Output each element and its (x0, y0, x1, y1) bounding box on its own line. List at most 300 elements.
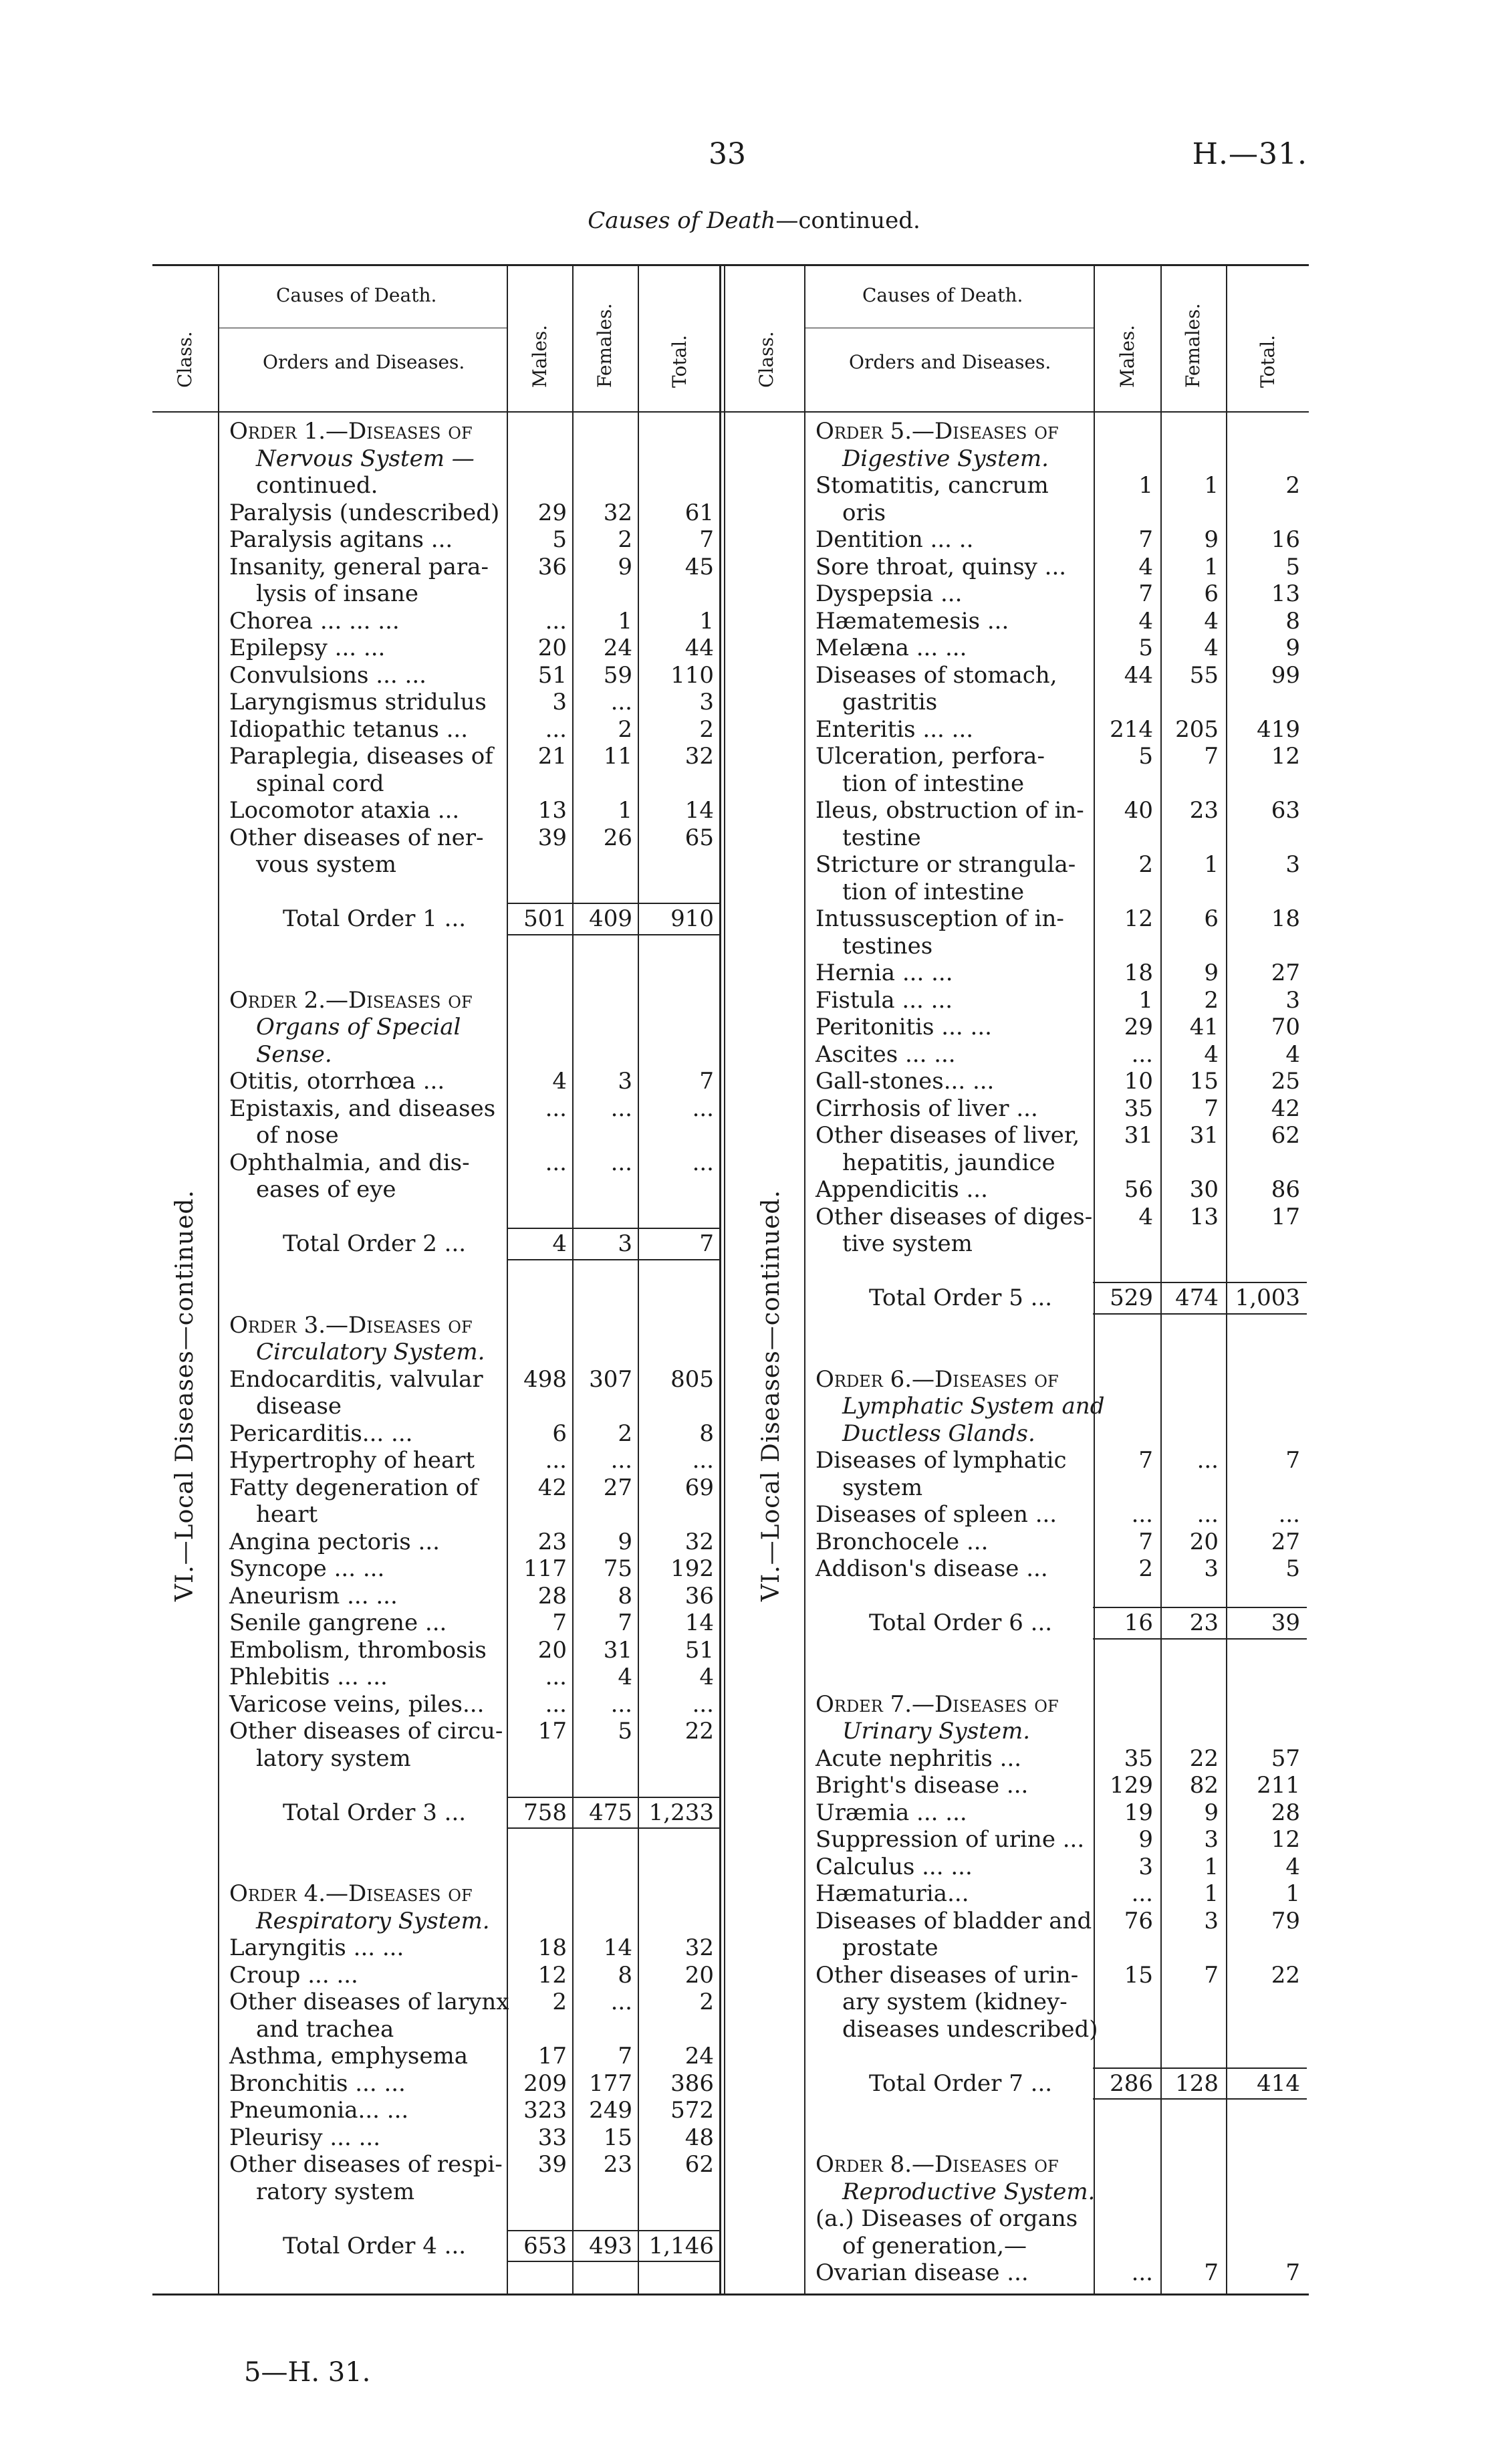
disease-name: Other diseases of circu- (229, 1718, 503, 1745)
total-value: 1 (1285, 1880, 1300, 1907)
males-value: 4 (1138, 607, 1153, 635)
total-value: 14 (684, 797, 714, 824)
table-row (739, 1447, 1307, 1474)
total-value: 51 (684, 1636, 714, 1664)
females-value: 474 (1175, 1284, 1219, 1311)
table-row (152, 879, 721, 905)
females-value: 3 (618, 1230, 632, 1257)
total-rule (1093, 2067, 1307, 2069)
disease-name: Epistaxis, and diseases (229, 1095, 496, 1122)
females-value: 23 (1189, 1609, 1219, 1636)
males-value: 28 (537, 1582, 567, 1609)
disease-name: Chorea ... ... ... (229, 607, 400, 635)
males-value: 13 (537, 797, 567, 824)
disease-name: Syncope ... ... (229, 1555, 385, 1582)
total-value: 24 (684, 2043, 714, 2069)
total-value: 20 (684, 1961, 714, 1989)
disease-name: Sense. (256, 1040, 332, 1068)
table-row (739, 635, 1307, 661)
table-row (152, 933, 721, 960)
disease-name: Hypertrophy of heart (229, 1447, 475, 1474)
disease-name: disease (256, 1393, 342, 1420)
males-value: ... (545, 1690, 567, 1718)
females-value: 9 (1204, 960, 1219, 986)
disease-name: Organs of Special (256, 1014, 461, 1040)
table-row (739, 1529, 1307, 1555)
males-value: 7 (1138, 580, 1153, 607)
disease-name: tive system (842, 1230, 973, 1257)
males-value: 31 (1124, 1122, 1153, 1149)
table-row (739, 797, 1307, 824)
table-row (152, 1176, 721, 1203)
disease-name: testine (842, 824, 921, 851)
table-row (739, 1934, 1307, 1961)
females-value: 2 (618, 715, 632, 743)
males-value: 5 (552, 526, 567, 553)
disease-name: Dyspepsia ... (815, 580, 963, 607)
males-value: ... (545, 1149, 567, 1176)
table-row (152, 1718, 721, 1745)
total-value: 5 (1285, 1555, 1300, 1582)
females-value: 8 (618, 1582, 632, 1609)
females-value: 26 (603, 824, 632, 851)
females-value: 1 (1204, 1853, 1219, 1880)
disease-name: Varicose veins, piles... (229, 1690, 485, 1718)
disease-name: Intussusception of in- (815, 905, 1064, 932)
males-value: 23 (537, 1528, 567, 1555)
total-value: 7 (1285, 1447, 1300, 1474)
disease-name: Paralysis agitans ... (229, 526, 453, 553)
males-value: ... (1131, 1880, 1153, 1907)
total-value: 211 (1257, 1772, 1300, 1799)
table-row (739, 1637, 1307, 1664)
disease-name: Order 7.—Diseases of (815, 1690, 1059, 1718)
table-row (152, 1664, 721, 1690)
table-row (739, 716, 1307, 743)
disease-name: Hæmatemesis ... (815, 607, 1009, 635)
disease-name: Diseases of stomach, (815, 661, 1057, 689)
total-value: 16 (1271, 526, 1300, 553)
causes-header-right: Causes of Death. (862, 284, 1023, 306)
total-value: 910 (670, 905, 714, 932)
total-rule (507, 1228, 721, 1229)
table-row (152, 1637, 721, 1664)
order-heading-row (152, 1014, 721, 1040)
table-row (152, 1068, 721, 1095)
females-value: 31 (603, 1636, 632, 1664)
total-value: 32 (684, 1528, 714, 1555)
total-value: 7 (1285, 2259, 1300, 2286)
disease-name: Total Order 2 ... (283, 1230, 467, 1257)
females-value: 4 (618, 1664, 632, 1690)
disease-name: diseases undescribed) (842, 2015, 1098, 2043)
page-number: 33 (709, 137, 746, 171)
females-value: 128 (1175, 2069, 1219, 2097)
females-value: ... (610, 1447, 632, 1474)
total-value: 8 (1285, 607, 1300, 635)
disease-name: Addison's disease ... (815, 1555, 1048, 1582)
males-value: 40 (1124, 797, 1153, 824)
total-value: 17 (1271, 1203, 1300, 1230)
table-row (152, 1962, 721, 1989)
disease-name: Insanity, general para- (229, 553, 489, 580)
total-value: 2 (699, 1989, 714, 2015)
disease-name: Epilepsy ... ... (229, 635, 386, 661)
males-value: 44 (1124, 661, 1153, 689)
total-value: 4 (699, 1664, 714, 1690)
page-subtitle (0, 207, 1508, 234)
males-value: 12 (1124, 905, 1153, 932)
class-label-right: VI.—Local Diseases—continued. (757, 1190, 785, 1601)
total-rule (507, 2261, 721, 2262)
total-value: 3 (1285, 851, 1300, 878)
disease-name: Stomatitis, cancrum (815, 472, 1049, 499)
disease-name: Order 1.—Diseases of (229, 418, 473, 445)
disease-name: Other diseases of urin- (815, 1961, 1079, 1989)
table-row (152, 1772, 721, 1799)
males-value: 7 (1138, 1528, 1153, 1555)
table-row (739, 1041, 1307, 1068)
females-value: 20 (1189, 1528, 1219, 1555)
males-value: 498 (523, 1365, 567, 1393)
females-value: 4 (1204, 607, 1219, 635)
total-row (739, 1284, 1307, 1311)
disease-name: Croup ... ... (229, 1961, 358, 1989)
table-row (152, 1745, 721, 1772)
table-row (152, 716, 721, 743)
total-value: 7 (699, 526, 714, 553)
table-row (152, 1447, 721, 1474)
females-value: 475 (589, 1799, 632, 1826)
table-row (152, 797, 721, 824)
total-value: 45 (684, 553, 714, 580)
total-value: 805 (670, 1365, 714, 1393)
males-value: 18 (537, 1934, 567, 1961)
males-value: 4 (552, 1230, 567, 1257)
females-value: 23 (603, 2151, 632, 2178)
order-heading-row (152, 1908, 721, 1934)
table-row (152, 2070, 721, 2097)
table-row (152, 1474, 721, 1501)
table-row (739, 499, 1307, 526)
table-row (152, 608, 721, 635)
total-value: 28 (1271, 1799, 1300, 1826)
disease-name: Peritonitis ... ... (815, 1014, 992, 1040)
males-value: ... (545, 1095, 567, 1122)
disease-name: Ovarian disease ... (815, 2259, 1029, 2286)
males-value: 4 (552, 1068, 567, 1095)
total-value: 3 (699, 689, 714, 715)
disease-name: Uræmia ... ... (815, 1799, 967, 1826)
total-value: 27 (1271, 1528, 1300, 1555)
disease-name: Order 6.—Diseases of (815, 1365, 1059, 1393)
females-value: 22 (1189, 1745, 1219, 1772)
disease-name: Respiratory System. (256, 1907, 490, 1934)
table-row (739, 1149, 1307, 1176)
females-value: 13 (1189, 1203, 1219, 1230)
total-value: 4 (1285, 1853, 1300, 1880)
males-header-left: Males. (529, 324, 551, 388)
disease-name: Gall-stones... ... (815, 1068, 995, 1095)
table-row (739, 1474, 1307, 1501)
females-value: 1 (618, 607, 632, 635)
females-value: 3 (1204, 1555, 1219, 1582)
males-value: ... (545, 715, 567, 743)
table-row (152, 689, 721, 715)
table-top-rule (152, 264, 1309, 266)
females-value: ... (1197, 1447, 1219, 1474)
disease-name: Reproductive System. (842, 2178, 1096, 2205)
total-value: 9 (1285, 635, 1300, 661)
females-value: 7 (1204, 743, 1219, 770)
females-value: 205 (1175, 715, 1219, 743)
disease-name: continued. (256, 472, 378, 499)
total-value: ... (692, 1149, 714, 1176)
table-row (739, 1014, 1307, 1040)
order-heading-row (739, 1691, 1307, 1718)
disease-name: Other diseases of ner- (229, 824, 484, 851)
males-value: 19 (1124, 1799, 1153, 1826)
total-value: 25 (1271, 1068, 1300, 1095)
disease-name: Total Order 3 ... (283, 1799, 467, 1826)
males-value: 20 (537, 635, 567, 661)
table-row (152, 1122, 721, 1149)
table-row (152, 1501, 721, 1528)
females-header-left: Females. (594, 303, 616, 388)
col-rule (724, 264, 725, 2293)
females-value: 41 (1189, 1014, 1219, 1040)
disease-name: Appendicitis ... (815, 1176, 988, 1203)
disease-name: Other diseases of liver, (815, 1122, 1080, 1149)
males-value: 323 (523, 2097, 567, 2124)
total-value: 8 (699, 1420, 714, 1447)
table-row (739, 1095, 1307, 1122)
males-value: 653 (523, 2232, 567, 2259)
order-heading-row (739, 1718, 1307, 1745)
disease-name: Hæmaturia... (815, 1880, 969, 1907)
disease-name: Ascites ... ... (815, 1040, 956, 1068)
total-value: 44 (684, 635, 714, 661)
table-row (739, 933, 1307, 960)
males-value: 29 (537, 499, 567, 526)
order-heading-row (152, 445, 721, 472)
table-row (739, 1230, 1307, 1257)
table-row (152, 472, 721, 499)
males-value: 35 (1124, 1745, 1153, 1772)
table-row (152, 1366, 721, 1393)
disease-name: Total Order 5 ... (869, 1284, 1053, 1311)
males-value: 29 (1124, 1014, 1153, 1040)
males-value: 39 (537, 824, 567, 851)
disease-name: Embolism, thrombosis (229, 1636, 487, 1664)
total-header-left: Total. (668, 334, 690, 388)
disease-name: Order 5.—Diseases of (815, 418, 1059, 445)
total-value: 32 (684, 1934, 714, 1961)
females-value: 1 (1204, 472, 1219, 499)
females-value: 2 (1204, 986, 1219, 1014)
disease-name: testines (842, 932, 933, 960)
disease-name: Angina pectoris ... (229, 1528, 440, 1555)
causes-of-death-table (152, 264, 1309, 2297)
disease-name: Laryngitis ... ... (229, 1934, 404, 1961)
table-row (739, 1122, 1307, 1149)
disease-name: Acute nephritis ... (815, 1745, 1022, 1772)
disease-name: Calculus ... ... (815, 1853, 973, 1880)
disease-name: Fistula ... ... (815, 986, 953, 1014)
disease-name: Melæna ... ... (815, 635, 967, 661)
disease-name: Stricture or strangula- (815, 851, 1076, 878)
disease-name: system (842, 1474, 923, 1501)
females-value: 27 (603, 1474, 632, 1501)
total-value: 36 (684, 1582, 714, 1609)
disease-name: of generation,— (842, 2232, 1027, 2259)
table-row (152, 1095, 721, 1122)
females-value: 15 (603, 2124, 632, 2151)
total-value: 70 (1271, 1014, 1300, 1040)
males-value: 7 (1138, 1447, 1153, 1474)
table-row (152, 960, 721, 986)
disease-name: Circulatory System. (256, 1339, 485, 1365)
total-value: 32 (684, 743, 714, 770)
table-row (152, 2124, 721, 2151)
males-value: 1 (1138, 472, 1153, 499)
males-value: 20 (537, 1636, 567, 1664)
total-value: 1,233 (648, 1799, 714, 1826)
disease-name: Other diseases of diges- (815, 1203, 1093, 1230)
males-value: 214 (1110, 715, 1153, 743)
females-header-right: Females. (1182, 303, 1204, 388)
disease-name: Senile gangrene ... (229, 1609, 447, 1636)
total-value: 12 (1271, 743, 1300, 770)
males-value: 7 (1138, 526, 1153, 553)
order-heading-row (739, 418, 1307, 445)
total-value: 65 (684, 824, 714, 851)
males-value: 10 (1124, 1068, 1153, 1095)
orders-header-right: Orders and Diseases. (849, 351, 1051, 373)
males-value: 758 (523, 1799, 567, 1826)
table-row (152, 2205, 721, 2232)
males-value: 129 (1110, 1772, 1153, 1799)
females-value: 4 (1204, 1040, 1219, 1068)
total-row (152, 905, 721, 932)
total-value: 63 (1271, 797, 1300, 824)
females-value: 14 (603, 1934, 632, 1961)
total-value: 22 (1271, 1961, 1300, 1989)
total-value: ... (1278, 1501, 1300, 1528)
table-row (739, 1501, 1307, 1528)
total-rule (507, 903, 721, 904)
females-value: ... (1197, 1501, 1219, 1528)
males-value: 12 (537, 1961, 567, 1989)
total-value: 110 (670, 661, 714, 689)
males-value: 209 (523, 2069, 567, 2097)
disease-name: Phlebitis ... ... (229, 1664, 388, 1690)
disease-name: eases of eye (256, 1176, 396, 1203)
table-row (739, 770, 1307, 797)
orders-header-left: Orders and Diseases. (263, 351, 465, 373)
females-value: 3 (1204, 1907, 1219, 1934)
total-value: 13 (1271, 580, 1300, 607)
class-header-right: Class. (755, 331, 777, 388)
females-value: 7 (618, 2043, 632, 2069)
females-value: 75 (603, 1555, 632, 1582)
table-row (739, 2205, 1307, 2232)
total-value: 99 (1271, 661, 1300, 689)
disease-name: Sore throat, quinsy ... (815, 553, 1067, 580)
table-row (739, 1880, 1307, 1907)
females-value: 1 (618, 797, 632, 824)
disease-name: Other diseases of respi- (229, 2151, 503, 2178)
total-value: 62 (684, 2151, 714, 2178)
total-value: 1 (699, 607, 714, 635)
order-heading-row (152, 1312, 721, 1339)
females-value: 3 (1204, 1826, 1219, 1853)
order-heading-row (739, 1366, 1307, 1393)
disease-name: Ductless Glands. (842, 1420, 1035, 1447)
order-heading-row (152, 987, 721, 1014)
table-row (152, 1529, 721, 1555)
table-row (152, 1284, 721, 1311)
header-bottom-rule (152, 411, 1309, 413)
total-rule (507, 2230, 721, 2231)
class-label-left: VI.—Local Diseases—continued. (171, 1190, 199, 1601)
males-value: 9 (1138, 1826, 1153, 1853)
total-value: 39 (1271, 1609, 1300, 1636)
males-value: 76 (1124, 1907, 1153, 1934)
disease-name: Pneumonia... ... (229, 2097, 409, 2124)
females-value: 3 (618, 1068, 632, 1095)
table-row (739, 2259, 1307, 2286)
disease-name: of nose (256, 1122, 339, 1149)
disease-name: hepatitis, jaundice (842, 1149, 1055, 1176)
disease-name: Endocarditis, valvular (229, 1365, 483, 1393)
table-row (739, 2233, 1307, 2259)
males-value: 35 (1124, 1095, 1153, 1122)
table-row (739, 1204, 1307, 1230)
males-value: 16 (1124, 1609, 1153, 1636)
females-value: 307 (589, 1365, 632, 1393)
disease-name: lysis of insane (256, 580, 419, 607)
disease-name: Paraplegia, diseases of (229, 743, 493, 770)
males-value: ... (545, 1664, 567, 1690)
total-rule (1093, 1282, 1307, 1283)
males-value: ... (1131, 2259, 1153, 2286)
table-row (152, 526, 721, 553)
table-row (152, 1854, 721, 1880)
disease-name: oris (842, 499, 886, 526)
table-row (152, 499, 721, 526)
disease-name: Lymphatic System and (842, 1393, 1105, 1420)
disease-name: Digestive System. (842, 445, 1049, 472)
disease-name: Enteritis ... ... (815, 715, 974, 743)
table-row (152, 1420, 721, 1447)
males-value: 2 (1138, 851, 1153, 878)
table-row (152, 770, 721, 797)
males-value: 5 (1138, 743, 1153, 770)
total-value: 414 (1257, 2069, 1300, 2097)
disease-name: gastritis (842, 689, 938, 715)
disease-name: Ophthalmia, and dis- (229, 1149, 470, 1176)
disease-name: Diseases of bladder and (815, 1907, 1092, 1934)
total-value: 62 (1271, 1122, 1300, 1149)
disease-name: Bronchitis ... ... (229, 2069, 406, 2097)
females-value: 409 (589, 905, 632, 932)
total-row (152, 1230, 721, 1257)
females-value: ... (610, 1149, 632, 1176)
table-row (152, 1989, 721, 2015)
table-row (152, 635, 721, 661)
order-heading-row (739, 445, 1307, 472)
